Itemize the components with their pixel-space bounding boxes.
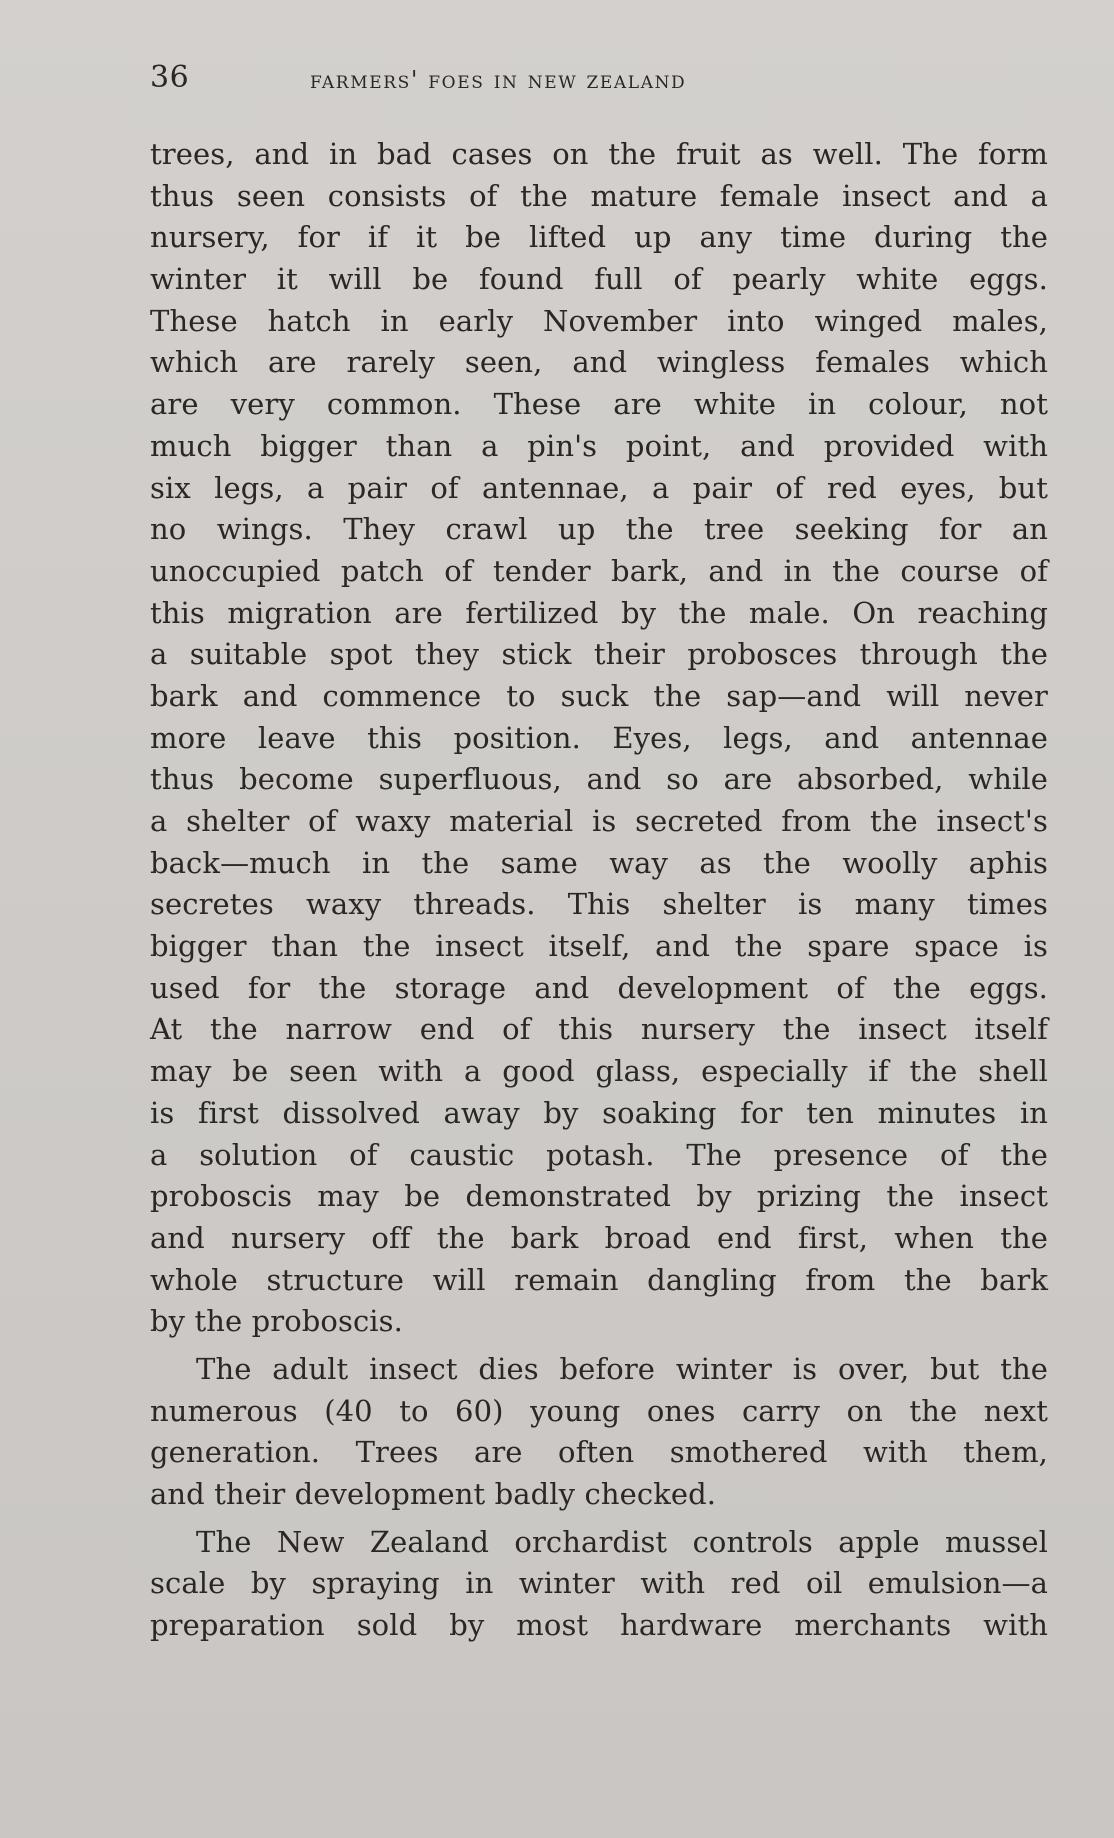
page-header bbox=[150, 52, 1048, 104]
paragraph-3 bbox=[150, 1522, 1048, 1647]
text-line: These hatch in early November into winged males, bbox=[150, 303, 1048, 338]
text-line: is first dissolved away by soaking for ten minutes in bbox=[150, 1095, 1048, 1130]
text-line: and nursery off the bark broad end first, when the bbox=[150, 1220, 1048, 1255]
body-text bbox=[150, 134, 1048, 1647]
text-line: bark and commence to suck the sap—and will never bbox=[150, 678, 1048, 713]
text-line: generation. Trees are often smothered with them, bbox=[150, 1435, 1048, 1470]
text-line: no wings. They crawl up the tree seeking for an bbox=[150, 512, 1048, 547]
text-line: much bigger than a pin's point, and provided with bbox=[150, 428, 1048, 463]
text-line: back—much in the same way as the woolly aphis bbox=[150, 845, 1048, 880]
text-line: whole structure will remain dangling from the bark bbox=[150, 1262, 1048, 1297]
text-line: preparation sold by most hardware merchants with bbox=[150, 1608, 1048, 1643]
text-line: more leave this position. Eyes, legs, and antennae bbox=[150, 720, 1048, 755]
running-head: farmers' foes in new zealand bbox=[310, 66, 687, 94]
text-line: are very common. These are white in colour, not bbox=[150, 387, 1048, 422]
text-line: proboscis may be demonstrated by prizing the insect bbox=[150, 1179, 1048, 1214]
paragraph-2 bbox=[150, 1349, 1048, 1516]
text-line: The New Zealand orchardist controls apple mussel bbox=[196, 1524, 1048, 1559]
book-page bbox=[150, 52, 1048, 1647]
text-line: unoccupied patch of tender bark, and in the course of bbox=[150, 553, 1048, 588]
text-line: trees, and in bad cases on the fruit as well. The form bbox=[150, 137, 1048, 171]
text-line: may be seen with a good glass, especially if the shell bbox=[150, 1054, 1048, 1089]
text-line: by the proboscis. bbox=[150, 1304, 403, 1339]
text-line: winter it will be found full of pearly white eggs. bbox=[150, 262, 1048, 297]
text-line: The adult insect dies before winter is over, but the bbox=[196, 1351, 1048, 1386]
text-line: At the narrow end of this nursery the insect itself bbox=[150, 1012, 1048, 1047]
text-line: which are rarely seen, and wingless females which bbox=[150, 345, 1048, 380]
text-line: thus seen consists of the mature female insect and a bbox=[150, 178, 1048, 213]
paragraph-1 bbox=[150, 134, 1048, 1343]
text-line: nursery, for if it be lifted up any time during the bbox=[150, 220, 1048, 255]
text-line: a suitable spot they stick their probosces through the bbox=[150, 637, 1048, 672]
text-line: a shelter of waxy material is secreted from the insect's bbox=[150, 804, 1048, 838]
text-line: and their development badly checked. bbox=[150, 1477, 717, 1511]
text-line: thus become superfluous, and so are absorbed, while bbox=[150, 762, 1048, 797]
text-line: a solution of caustic potash. The presence of the bbox=[150, 1137, 1048, 1172]
page-number: 36 bbox=[150, 60, 190, 95]
text-line: numerous (40 to 60) young ones carry on the next bbox=[150, 1393, 1048, 1428]
text-line: six legs, a pair of antennae, a pair of red eyes, but bbox=[150, 470, 1048, 505]
text-line: used for the storage and development of the eggs. bbox=[150, 970, 1048, 1005]
text-line: this migration are fertilized by the male. On reaching bbox=[150, 595, 1048, 630]
text-line: bigger than the insect itself, and the spare space is bbox=[150, 929, 1048, 964]
text-line: scale by spraying in winter with red oil emulsion—a bbox=[150, 1566, 1048, 1601]
text-line: secretes waxy threads. This shelter is many times bbox=[150, 887, 1048, 922]
